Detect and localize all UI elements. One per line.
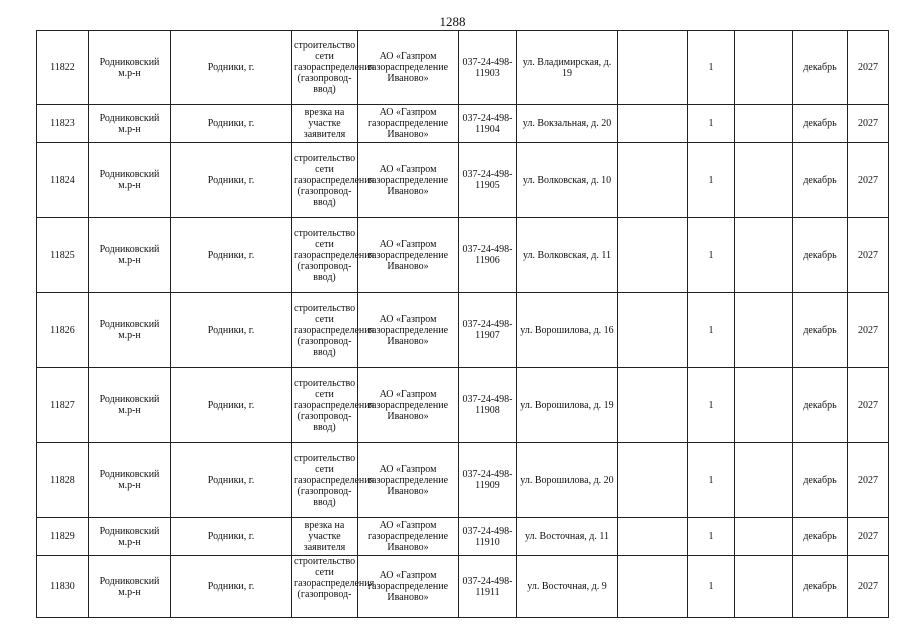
row-id: 11827 [37, 368, 89, 443]
year-cell: 2027 [848, 368, 889, 443]
work-type-cell: строительство сети газораспределения (газопровод-ввод) [292, 143, 358, 218]
code-cell: 037-24-498-11910 [459, 518, 517, 556]
organization-cell: АО «Газпром газораспределение Иваново» [358, 105, 459, 143]
work-type-cell: строительство сети газораспределения (газопровод-ввод) [292, 293, 358, 368]
empty-cell [735, 443, 793, 518]
work-type-cell: строительство сети газораспределения (газопровод-ввод) [292, 31, 358, 105]
code-cell: 037-24-498-11911 [459, 556, 517, 618]
empty-cell [618, 31, 688, 105]
empty-cell [735, 31, 793, 105]
month-cell: декабрь [793, 143, 848, 218]
row-id: 11828 [37, 443, 89, 518]
work-type-cell: строительство сети газораспределения (газопровод- [292, 556, 358, 618]
month-cell: декабрь [793, 556, 848, 618]
empty-cell [618, 556, 688, 618]
organization-cell: АО «Газпром газораспределение Иваново» [358, 556, 459, 618]
address-cell: ул. Восточная, д. 9 [517, 556, 618, 618]
organization-cell: АО «Газпром газораспределение Иваново» [358, 218, 459, 293]
organization-cell: АО «Газпром газораспределение Иваново» [358, 368, 459, 443]
code-cell: 037-24-498-11908 [459, 368, 517, 443]
year-cell: 2027 [848, 105, 889, 143]
district-cell: Родниковский м.р-н [89, 518, 171, 556]
empty-cell [735, 293, 793, 368]
address-cell: ул. Ворошилова, д. 16 [517, 293, 618, 368]
month-cell: декабрь [793, 31, 848, 105]
records-table [36, 30, 889, 618]
district-cell: Родниковский м.р-н [89, 443, 171, 518]
row-id: 11830 [37, 556, 89, 618]
year-cell: 2027 [848, 443, 889, 518]
code-cell: 037-24-498-11906 [459, 218, 517, 293]
row-id: 11823 [37, 105, 89, 143]
empty-cell [618, 518, 688, 556]
empty-cell [618, 293, 688, 368]
district-cell: Родниковский м.р-н [89, 105, 171, 143]
locality-cell: Родники, г. [171, 293, 292, 368]
month-cell: декабрь [793, 518, 848, 556]
row-id: 11825 [37, 218, 89, 293]
code-cell: 037-24-498-11904 [459, 105, 517, 143]
code-cell: 037-24-498-11903 [459, 31, 517, 105]
table-row [37, 218, 889, 293]
organization-cell: АО «Газпром газораспределение Иваново» [358, 443, 459, 518]
organization-cell: АО «Газпром газораспределение Иваново» [358, 31, 459, 105]
address-cell: ул. Ворошилова, д. 19 [517, 368, 618, 443]
empty-cell [618, 105, 688, 143]
address-cell: ул. Волковская, д. 11 [517, 218, 618, 293]
locality-cell: Родники, г. [171, 443, 292, 518]
table-row [37, 443, 889, 518]
empty-cell [735, 368, 793, 443]
empty-cell [735, 556, 793, 618]
locality-cell: Родники, г. [171, 143, 292, 218]
quantity-cell: 1 [688, 368, 735, 443]
table-row [37, 368, 889, 443]
empty-cell [735, 218, 793, 293]
empty-cell [618, 443, 688, 518]
empty-cell [618, 143, 688, 218]
code-cell: 037-24-498-11905 [459, 143, 517, 218]
work-type-cell: врезка на участке заявителя [292, 518, 358, 556]
table-row [37, 31, 889, 105]
district-cell: Родниковский м.р-н [89, 293, 171, 368]
organization-cell: АО «Газпром газораспределение Иваново» [358, 518, 459, 556]
quantity-cell: 1 [688, 293, 735, 368]
month-cell: декабрь [793, 443, 848, 518]
quantity-cell: 1 [688, 143, 735, 218]
month-cell: декабрь [793, 218, 848, 293]
district-cell: Родниковский м.р-н [89, 31, 171, 105]
table-row [37, 518, 889, 556]
locality-cell: Родники, г. [171, 556, 292, 618]
year-cell: 2027 [848, 293, 889, 368]
year-cell: 2027 [848, 218, 889, 293]
address-cell: ул. Восточная, д. 11 [517, 518, 618, 556]
row-id: 11824 [37, 143, 89, 218]
district-cell: Родниковский м.р-н [89, 143, 171, 218]
quantity-cell: 1 [688, 556, 735, 618]
empty-cell [735, 105, 793, 143]
month-cell: декабрь [793, 293, 848, 368]
locality-cell: Родники, г. [171, 105, 292, 143]
quantity-cell: 1 [688, 518, 735, 556]
empty-cell [735, 518, 793, 556]
quantity-cell: 1 [688, 105, 735, 143]
code-cell: 037-24-498-11907 [459, 293, 517, 368]
table-row [37, 143, 889, 218]
year-cell: 2027 [848, 31, 889, 105]
work-type-cell: строительство сети газораспределения (газопровод-ввод) [292, 368, 358, 443]
locality-cell: Родники, г. [171, 518, 292, 556]
year-cell: 2027 [848, 518, 889, 556]
address-cell: ул. Вокзальная, д. 20 [517, 105, 618, 143]
table-row [37, 293, 889, 368]
row-id: 11826 [37, 293, 89, 368]
table-row [37, 105, 889, 143]
row-id: 11822 [37, 31, 89, 105]
work-type-cell: строительство сети газораспределения (газопровод-ввод) [292, 218, 358, 293]
quantity-cell: 1 [688, 218, 735, 293]
work-type-cell: врезка на участке заявителя [292, 105, 358, 143]
empty-cell [735, 143, 793, 218]
month-cell: декабрь [793, 368, 848, 443]
year-cell: 2027 [848, 143, 889, 218]
locality-cell: Родники, г. [171, 218, 292, 293]
work-type-cell: строительство сети газораспределения (газопровод-ввод) [292, 443, 358, 518]
code-cell: 037-24-498-11909 [459, 443, 517, 518]
quantity-cell: 1 [688, 31, 735, 105]
address-cell: ул. Владимирская, д. 19 [517, 31, 618, 105]
organization-cell: АО «Газпром газораспределение Иваново» [358, 143, 459, 218]
empty-cell [618, 368, 688, 443]
address-cell: ул. Волковская, д. 10 [517, 143, 618, 218]
locality-cell: Родники, г. [171, 31, 292, 105]
row-id: 11829 [37, 518, 89, 556]
month-cell: декабрь [793, 105, 848, 143]
district-cell: Родниковский м.р-н [89, 556, 171, 618]
page-number: 1288 [439, 14, 466, 29]
address-cell: ул. Ворошилова, д. 20 [517, 443, 618, 518]
organization-cell: АО «Газпром газораспределение Иваново» [358, 293, 459, 368]
table-row [37, 556, 889, 618]
empty-cell [618, 218, 688, 293]
locality-cell: Родники, г. [171, 368, 292, 443]
quantity-cell: 1 [688, 443, 735, 518]
district-cell: Родниковский м.р-н [89, 368, 171, 443]
district-cell: Родниковский м.р-н [89, 218, 171, 293]
year-cell: 2027 [848, 556, 889, 618]
